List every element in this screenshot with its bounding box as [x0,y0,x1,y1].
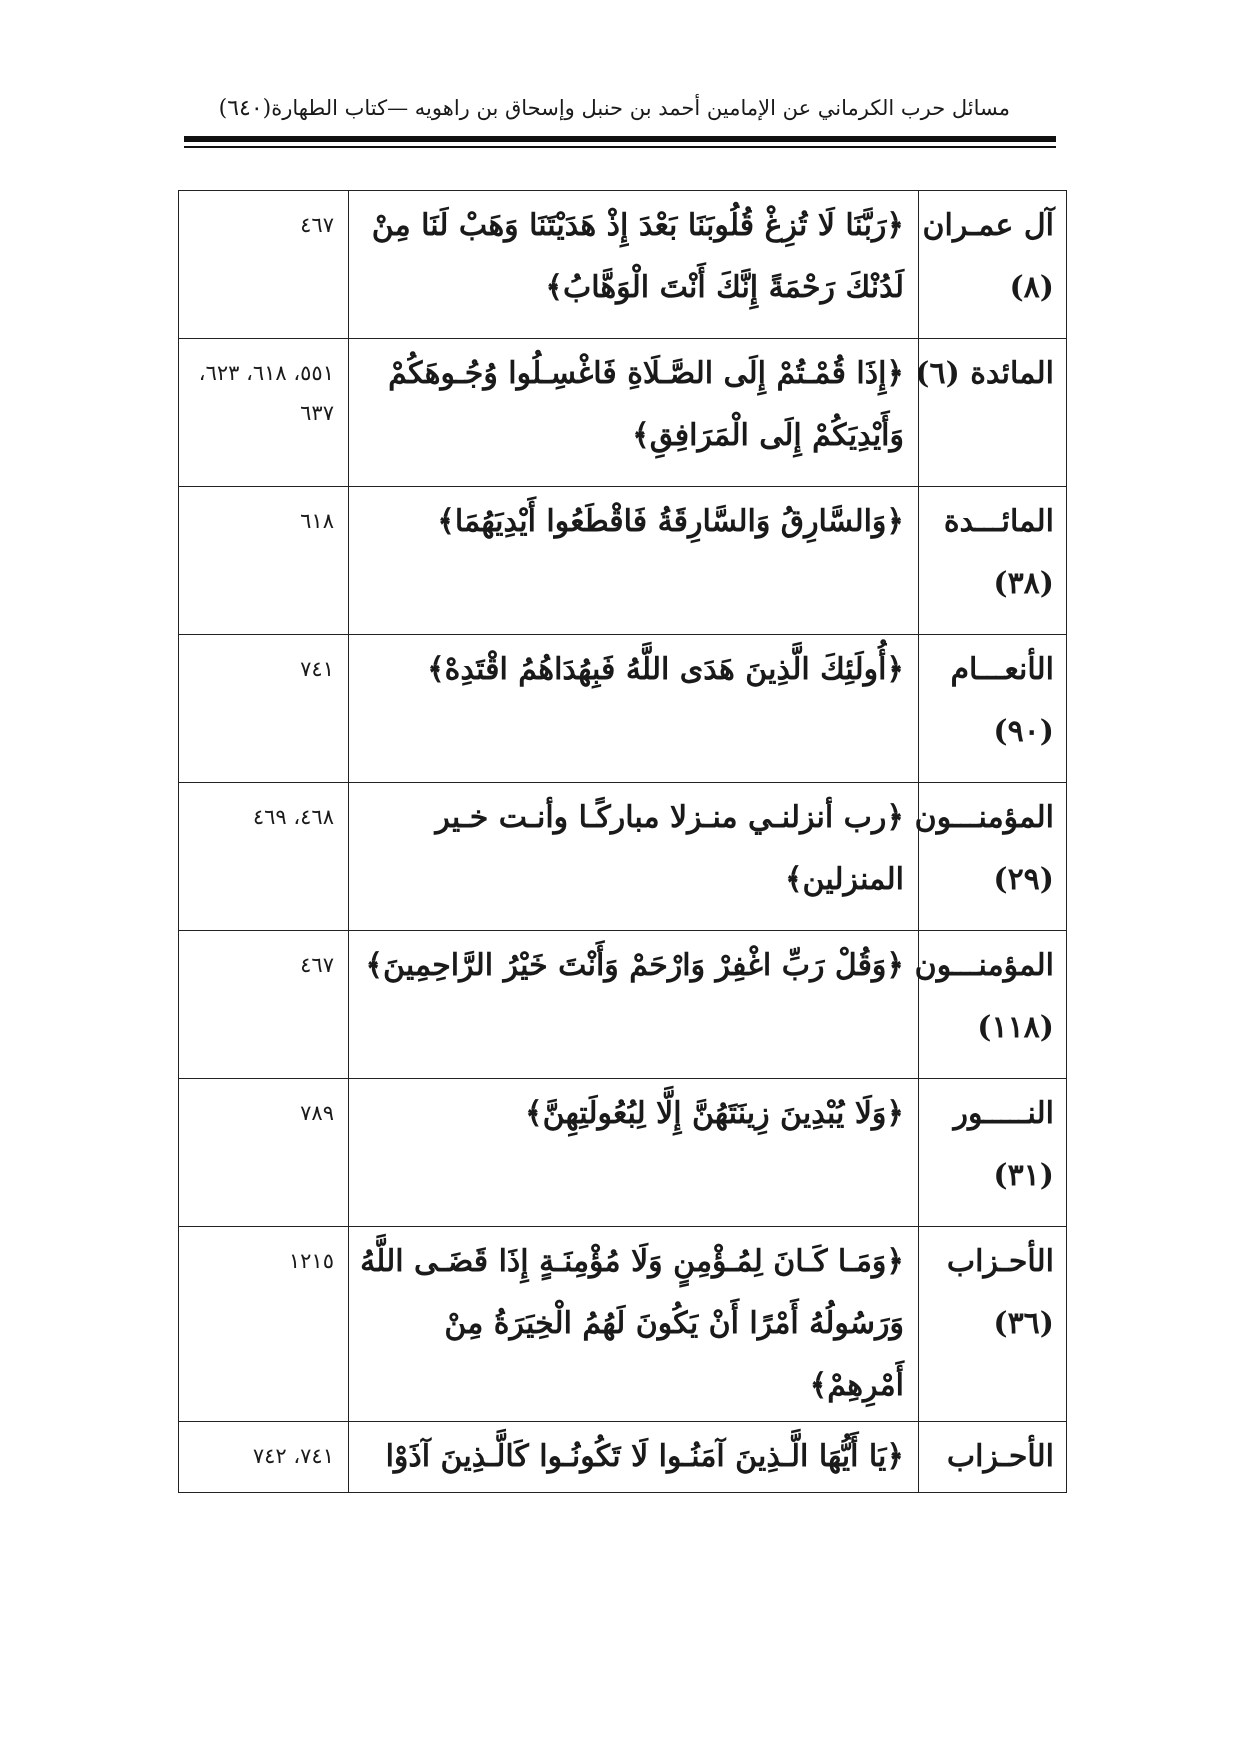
surah-name: النـــــور [953,1096,1054,1131]
surah-name: الأنعـــام [950,652,1054,687]
surah-name: الأحـزاب [946,1244,1054,1279]
surah-cell [919,191,1067,339]
page-header [218,88,1010,128]
page-references: ٤٦٧ [179,931,349,1079]
page-references: ٧٤١، ٧٤٢ [179,1422,349,1493]
verse-index-table [178,190,1067,1493]
table-row [179,931,1067,1079]
table-row [179,339,1067,487]
surah-cell [914,783,1067,931]
verse-text: ﴿وَلَا يُبْدِينَ زِينَتَهُنَّ إِلَّا لِبُعُولَتِهِنَّ﴾ [349,1079,919,1227]
verse-number: (٣٨) [993,566,1054,601]
surah-name: المؤمنـــون [914,800,1054,835]
verse-number: (٣١) [993,1158,1054,1193]
page-references: ٦١٨ [179,487,349,635]
verse-text: ﴿وَمَـا كَـانَ لِمُـؤْمِنٍ وَلَا مُؤْمِنَـةٍ إِذَا قَضَـى اللَّهُ وَرَسُولُهُ أَمْرًا أَنْ يَكُونَ لَهُمُ الْخِيَرَةُ مِنْ أَمْرِهِمْ﴾ [349,1227,919,1422]
surah-name: المؤمنـــون [914,948,1054,983]
table-row [179,1079,1067,1227]
page-references: ٧٤١ [179,635,349,783]
verse-text: ﴿وَالسَّارِقُ وَالسَّارِقَةُ فَاقْطَعُوا أَيْدِيَهُمَا﴾ [349,487,919,635]
verse-text: ﴿رَبَّنَا لَا تُزِغْ قُلُوبَنَا بَعْدَ إِذْ هَدَيْتَنَا وَهَبْ لَنَا مِنْ لَدُنْكَ رَحْمَةً إِنَّكَ أَنْتَ الْوَهَّابُ﴾ [349,191,919,339]
table-row [179,1422,1067,1493]
header-divider-thin [184,146,1056,148]
surah-cell [919,487,1067,635]
surah-cell [914,931,1067,1079]
running-title: مسائل حرب الكرماني عن الإمامين أحمد بن حنبل وإسحاق بن راهويه —كتاب الطهارة [271,96,1010,120]
verse-text: ﴿وَقُلْ رَبِّ اغْفِرْ وَارْحَمْ وَأَنْتَ خَيْرُ الرَّاحِمِينَ﴾ [349,931,919,1079]
page-references: ١٢١٥ [179,1227,349,1422]
table-row [179,635,1067,783]
surah-name: الأحـزاب [946,1439,1054,1474]
table-row [179,487,1067,635]
header-divider-thick [184,136,1056,142]
page-references: ٤٦٧ [179,191,349,339]
verse-text: ﴿أُولَئِكَ الَّذِينَ هَدَى اللَّهُ فَبِهُدَاهُمُ اقْتَدِهْ﴾ [349,635,919,783]
verse-number: (٣٦) [993,1306,1054,1341]
verse-number: (٢٩) [993,862,1054,897]
verse-text: ﴿يَا أَيُّهَا الَّـذِينَ آمَنُـوا لَا تَكُونُـوا كَالَّـذِينَ آذَوْا [349,1422,919,1493]
verse-text: ﴿رب أنزلنـي منـزلا مباركًـا وأنـت خـير المنزلين﴾ [349,783,919,931]
surah-cell [919,1079,1067,1227]
verse-number: (٨) [1009,270,1054,305]
surah-cell [915,339,1067,487]
page-number: (٦٤٠) [218,95,272,121]
verse-number: (٩٠) [993,714,1054,749]
surah-cell [919,635,1067,783]
verse-text: ﴿إِذَا قُمْـتُمْ إِلَى الصَّـلَاةِ فَاغْسِـلُوا وُجُـوهَكُمْ وَأَيْدِيَكُمْ إِلَى الْمَرَافِقِ﴾ [349,339,919,487]
page-references: ٤٦٨، ٤٦٩ [179,783,349,931]
surah-cell [919,1227,1067,1422]
surah-name: آل عمـران [922,208,1054,243]
surah-name: المائدة (٦) [915,356,1054,391]
surah-name: المائـــدة [943,504,1054,539]
page-references: ٧٨٩ [179,1079,349,1227]
surah-cell [919,1422,1067,1493]
table-row [179,191,1067,339]
table-row [179,783,1067,931]
verse-number: (١١٨) [977,1010,1054,1045]
page-references: ٥٥١، ٦١٨، ٦٢٣، ٦٣٧ [179,339,349,487]
table-row [179,1227,1067,1422]
